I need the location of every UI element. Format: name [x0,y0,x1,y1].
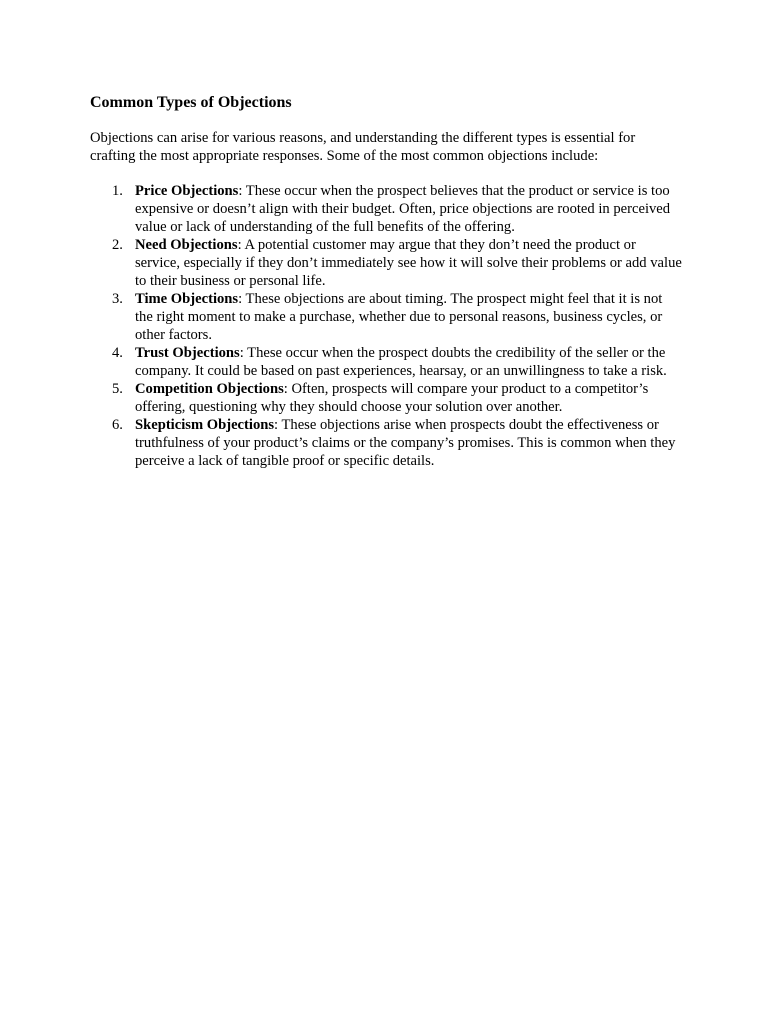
list-item-term: Time Objections [135,291,239,307]
list-item-text: : Often, prospects will compare your product to a competitor’s offering, questioning why they should choose your solution over another. [135,381,649,415]
list-item-number: 1. [112,183,123,199]
list-item-number: 6. [112,417,123,433]
list-item-term: Competition Objections [135,381,284,397]
list-item-term: Skepticism Objections [135,417,275,433]
list-item-term: Trust Objections [135,345,240,361]
list-item-term: Price Objections [135,183,239,199]
list-item-price-objections [90,182,682,236]
list-item-text: : These objections arise when prospects doubt the effectiveness or truthfulness of your product’s claims or the company’s promises. This is common when they perceive a lack of tangible proof or specific details. [135,417,676,469]
list-item-need-objections [90,236,682,290]
list-item-trust-objections [90,344,682,380]
section-heading: Common Types of Objections [90,94,292,111]
intro-paragraph: Objections can arise for various reasons, and understanding the different types is essential for crafting the most appropriate responses. Some of the most common objections include: [90,130,636,164]
list-item-text: : These occur when the prospect believes that the product or service is too expensive or doesn’t align with their budget. Often, price objections are rooted in perceived value or lack of understanding of the full benefits of the offering. [135,183,671,235]
list-item-text: : A potential customer may argue that they don’t need the product or service, especially if they don’t immediately see how it will solve their problems or add value to their business or personal life. [135,237,682,289]
list-item-time-objections [90,290,682,344]
list-item-skepticism-objections [90,416,682,470]
list-item-number: 4. [112,345,123,361]
list-item-text: : These objections are about timing. The prospect might feel that it is not the right moment to make a purchase, whether due to personal reasons, business cycles, or other factors. [135,291,663,343]
list-item-competition-objections [90,380,682,416]
list-item-text: : These occur when the prospect doubts the credibility of the seller or the company. It could be based on past experiences, hearsay, or an unwillingness to take a risk. [135,345,667,379]
list-item-term: Need Objections [135,237,238,253]
list-item-number: 2. [112,237,123,253]
list-item-number: 5. [112,381,123,397]
document-content [90,93,682,470]
list-item-number: 3. [112,291,123,307]
objections-list [90,182,682,470]
